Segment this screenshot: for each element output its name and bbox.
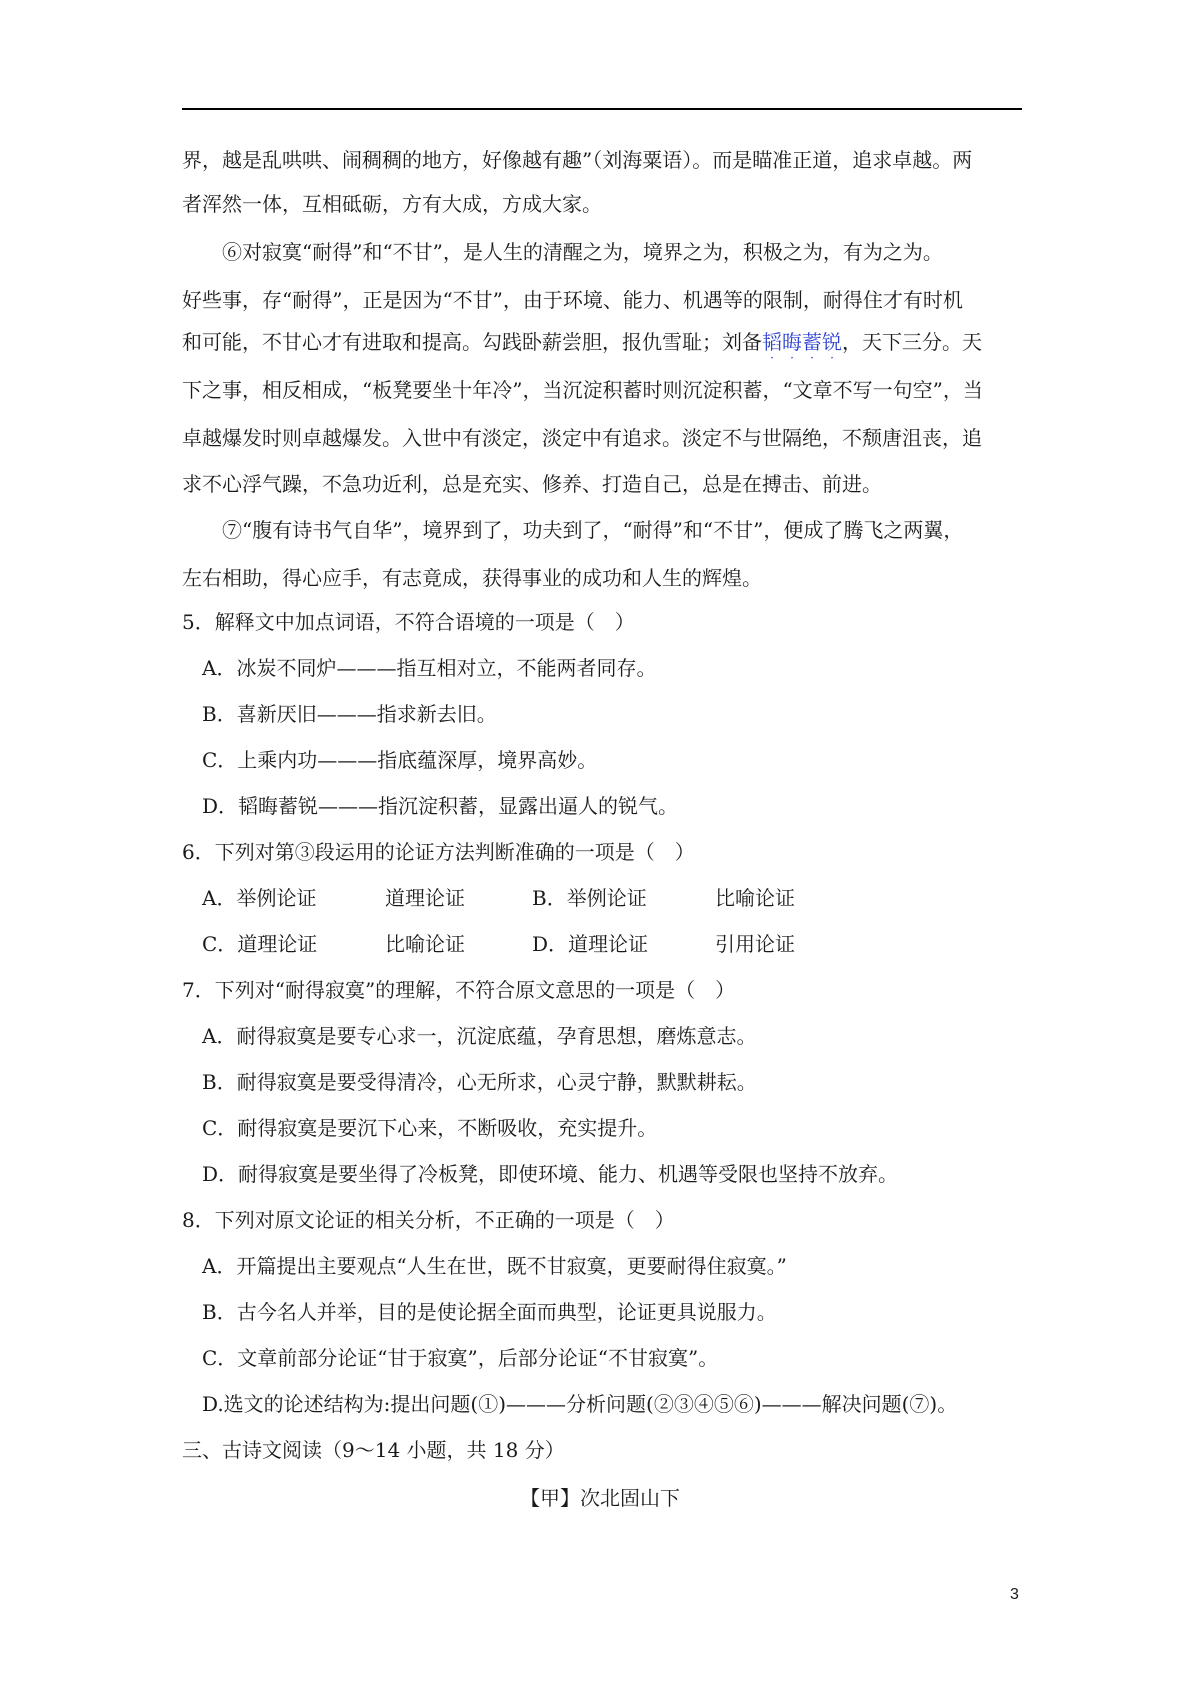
question-5-option-a: A．冰炭不同炉———指互相对立，不能两者同存。 bbox=[202, 656, 657, 680]
text-line: 好些事，存“耐得”，正是因为“不甘”，由于环境、能力、机遇等的限制，耐得住才有时机 bbox=[182, 288, 963, 312]
emphasized-term: 韬晦蓄锐 · · · · bbox=[762, 330, 842, 365]
poem-title: 【甲】次北固山下 bbox=[520, 1486, 680, 1510]
question-8-option-c: C．文章前部分论证“甘于寂寞”，后部分论证“不甘寂寞”。 bbox=[202, 1346, 719, 1370]
question-7-option-c: C．耐得寂寞是要沉下心来，不断吸收，充实提升。 bbox=[202, 1116, 658, 1140]
paragraph-6-line: ⑥对寂寞“耐得”和“不甘”，是人生的清醒之为，境界之为，积极之为，有为之为。 bbox=[222, 240, 943, 264]
paragraph-7-line: ⑦“腹有诗书气自华”，境界到了，功夫到了，“耐得”和“不甘”，便成了腾飞之两翼， bbox=[222, 518, 964, 542]
text-line: 求不心浮气躁，不急功近利，总是充实、修养、打造自己，总是在搏击、前进。 bbox=[182, 472, 882, 496]
question-6-stem: 6．下列对第③段运用的论证方法判断准确的一项是（ ） bbox=[182, 840, 695, 864]
text-line: 下之事，相反相成，“板凳要坐十年冷”，当沉淀积蓄时则沉淀积蓄，“文章不写一句空”，当 bbox=[182, 378, 983, 402]
question-6-option-d: D．道理论证 bbox=[532, 932, 649, 956]
question-6-option-a: A．举例论证 bbox=[202, 886, 317, 910]
header-rule bbox=[182, 108, 1022, 110]
text-segment: ，天下三分。天 bbox=[842, 330, 982, 354]
question-8-stem: 8．下列对原文论证的相关分析，不正确的一项是（ ） bbox=[182, 1208, 675, 1232]
page-number: 3 bbox=[1010, 1586, 1019, 1603]
text-line: 者浑然一体，互相砥砺，方有大成，方成大家。 bbox=[182, 192, 602, 216]
question-7-stem: 7．下列对“耐得寂寞”的理解，不符合原文意思的一项是（ ） bbox=[182, 978, 736, 1002]
question-6-option-a-method: 道理论证 bbox=[385, 886, 465, 910]
question-6-option-c: C．道理论证 bbox=[202, 932, 318, 956]
question-8-option-b: B．古今名人并举，目的是使论据全面而典型，论证更具说服力。 bbox=[202, 1300, 777, 1324]
text-line: 界，越是乱哄哄、闹稠稠的地方，好像越有趣”（刘海粟语）。而是瞄准正道，追求卓越。两 bbox=[182, 148, 973, 172]
text-segment: 和可能，不甘心才有进取和提高。勾践卧薪尝胆，报仇雪耻；刘备 bbox=[182, 330, 762, 354]
question-6-option-c-method: 比喻论证 bbox=[385, 932, 465, 956]
question-5-option-d: D．韬晦蓄锐———指沉淀积蓄，显露出逼人的锐气。 bbox=[202, 794, 679, 818]
question-5-option-b: B．喜新厌旧———指求新去旧。 bbox=[202, 702, 497, 726]
question-8-option-d: D.选文的论述结构为:提出问题(①)———分析问题(②③④⑤⑥)———解决问题(⑦)。 bbox=[202, 1392, 958, 1416]
text-line bbox=[182, 330, 982, 365]
question-6-option-b: B．举例论证 bbox=[532, 886, 647, 910]
question-5-option-c: C．上乘内功———指底蕴深厚，境界高妙。 bbox=[202, 748, 598, 772]
question-5-stem: 5．解释文中加点词语，不符合语境的一项是（ ） bbox=[182, 610, 635, 634]
question-7-option-d: D．耐得寂寞是要坐得了冷板凳，即使环境、能力、机遇等受限也坚持不放弃。 bbox=[202, 1162, 899, 1186]
emphasis-dots: · · · · bbox=[770, 351, 834, 365]
question-8-option-a: A．开篇提出主要观点“人生在世，既不甘寂寞，更要耐得住寂寞。” bbox=[202, 1254, 787, 1278]
text-line: 左右相助，得心应手，有志竟成，获得事业的成功和人生的辉煌。 bbox=[182, 566, 762, 590]
text-line: 卓越爆发时则卓越爆发。入世中有淡定，淡定中有追求。淡定不与世隔绝，不颓唐沮丧，追 bbox=[182, 426, 982, 450]
question-7-option-b: B．耐得寂寞是要受得清冷，心无所求，心灵宁静，默默耕耘。 bbox=[202, 1070, 757, 1094]
question-6-option-b-method: 比喻论证 bbox=[715, 886, 795, 910]
question-7-option-a: A．耐得寂寞是要专心求一，沉淀底蕴，孕育思想，磨炼意志。 bbox=[202, 1024, 757, 1048]
section-heading: 三、古诗文阅读（9～14 小题，共 18 分） bbox=[182, 1438, 565, 1462]
question-6-option-d-method: 引用论证 bbox=[715, 932, 795, 956]
